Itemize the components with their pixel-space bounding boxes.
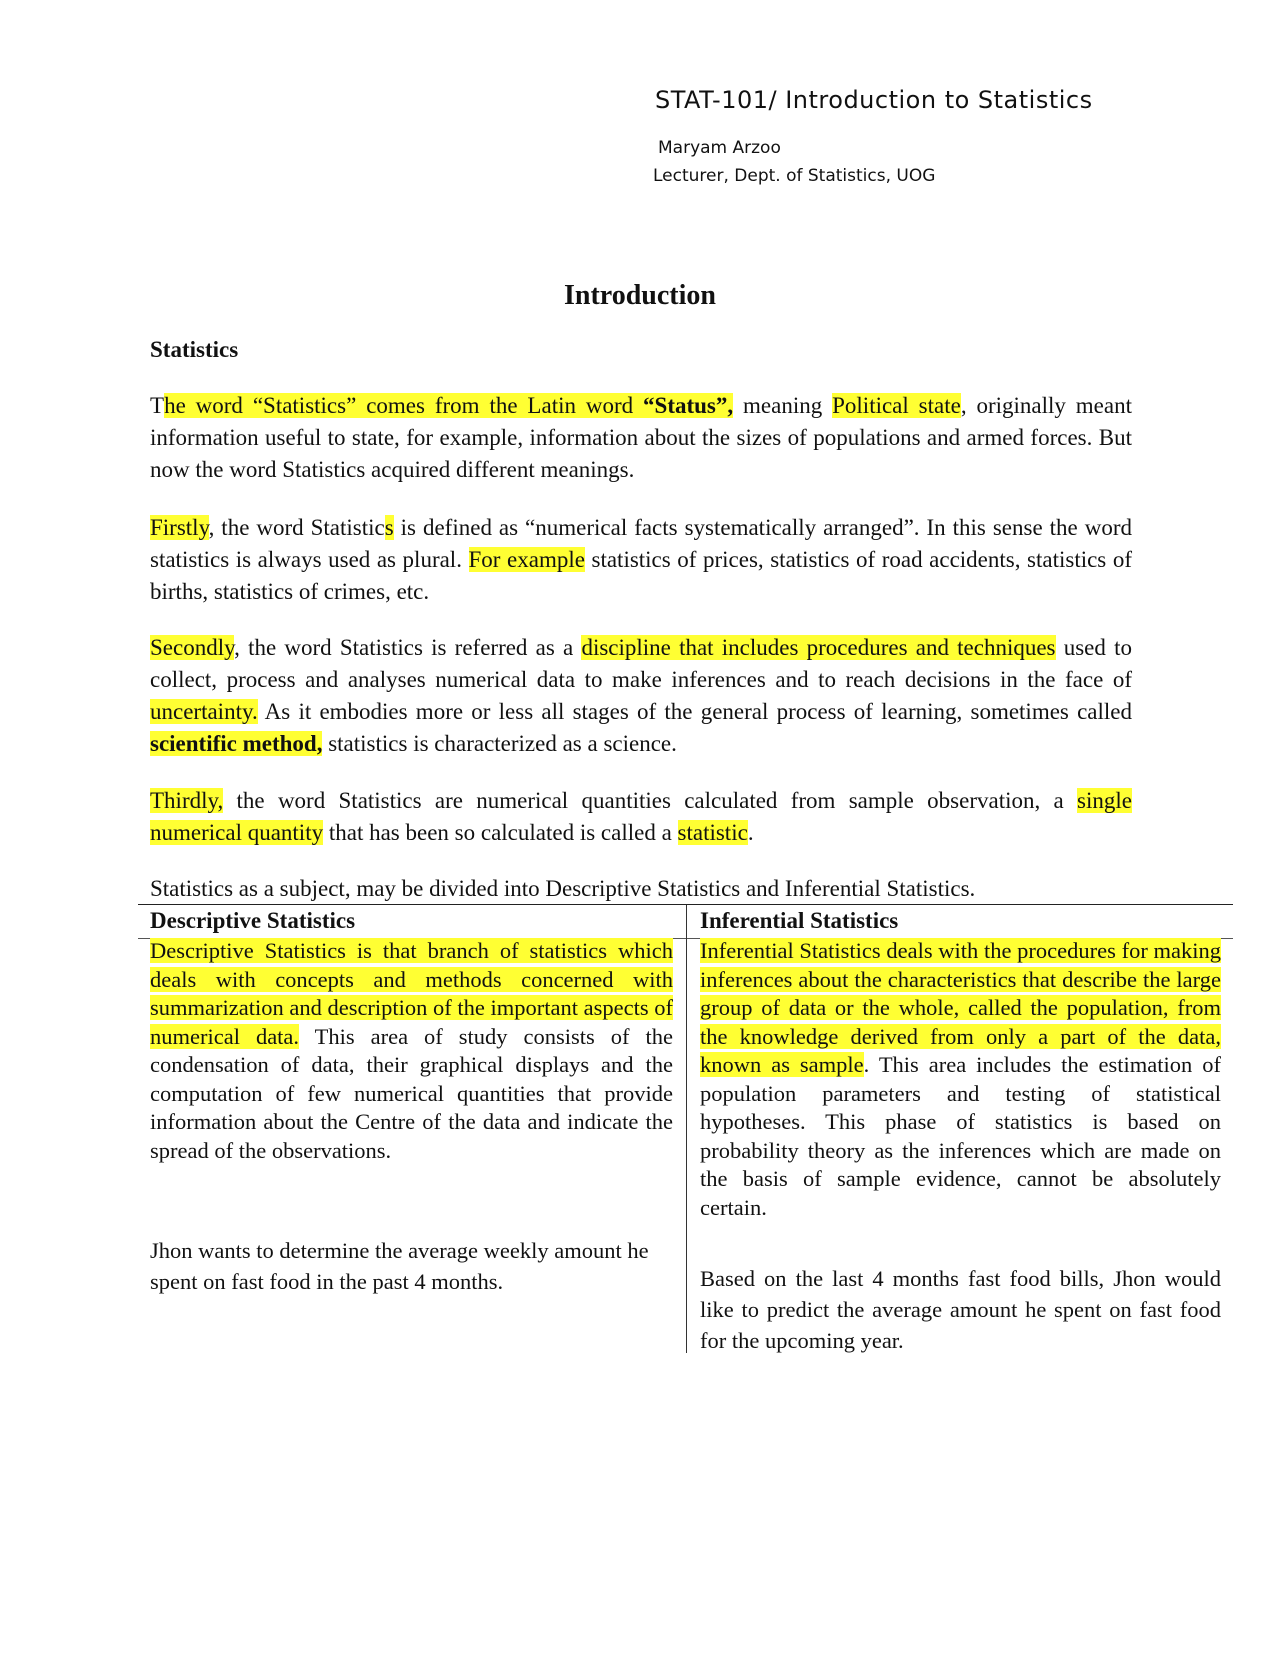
inferential-definition: Inferential Statistics deals with the procedures for making inferences about the characteristics that describe the large group of data or the whole, called the population, from the knowledge derived from only a part of the data, known as sample. This area includes the estimation of population parameters and testing of statistical hypotheses. This phase of statistics is based on probability theory as the inferences which are made on the basis of sample evidence, cannot be absolutely certain. bbox=[700, 938, 1221, 1220]
author-department: Lecturer, Dept. of Statistics, UOG bbox=[653, 166, 936, 186]
paragraph-subject-division: Statistics as a subject, may be divided into Descriptive Statistics and Inferential Statistics. bbox=[150, 876, 976, 901]
inferential-example: Based on the last 4 months fast food bills, Jhon would like to predict the average amount he spent on fast food for the upcoming year. bbox=[700, 1266, 1221, 1353]
descriptive-header: Descriptive Statistics bbox=[150, 908, 356, 933]
descriptive-column bbox=[150, 905, 673, 1165]
paragraph-thirdly: Thirdly, the word Statistics are numerical quantities calculated from sample observation, a single numerical quantity that has been so calculated is called a statistic. bbox=[150, 788, 1132, 845]
page-title: Introduction bbox=[564, 280, 716, 311]
author-name: Maryam Arzoo bbox=[658, 138, 781, 158]
descriptive-example: Jhon wants to determine the average weekly amount he spent on fast food in the past 4 months. bbox=[150, 1238, 649, 1294]
inferential-column bbox=[700, 905, 1221, 1222]
inferential-header: Inferential Statistics bbox=[700, 908, 899, 933]
paragraph-secondly: Secondly, the word Statistics is referred as a discipline that includes procedures and techniques used to collect, process and analyses numerical data to make inferences and to reach decisions in the face of uncertainty. As it embodies more or less all stages of the general process of learning, sometimes called scientific method, statistics is characterized as a science. bbox=[150, 635, 1132, 756]
paragraph-origin: The word “Statistics” comes from the Latin word “Status”, meaning Political state, originally meant information useful to state, for example, information about the sizes of populations and armed forces. But now the word Statistics acquired different meanings. bbox=[150, 393, 1132, 482]
descriptive-definition: Descriptive Statistics is that branch of statistics which deals with concepts and methods concerned with summarization and description of the important aspects of numerical data. This area of study consists of the condensation of data, their graphical displays and the computation of few numerical quantities that provide information about the Centre of the data and indicate the spread of the observations. bbox=[150, 938, 673, 1163]
comparison-table bbox=[138, 904, 1233, 1353]
section-heading: Statistics bbox=[150, 337, 239, 362]
course-title: STAT-101/ Introduction to Statistics bbox=[655, 86, 1093, 114]
paragraph-firstly: Firstly, the word Statistics is defined as “numerical facts systematically arranged”. In this sense the word statistics is always used as plural. For example statistics of prices, statistics of road accidents, statistics of births, statistics of crimes, etc. bbox=[150, 515, 1132, 604]
